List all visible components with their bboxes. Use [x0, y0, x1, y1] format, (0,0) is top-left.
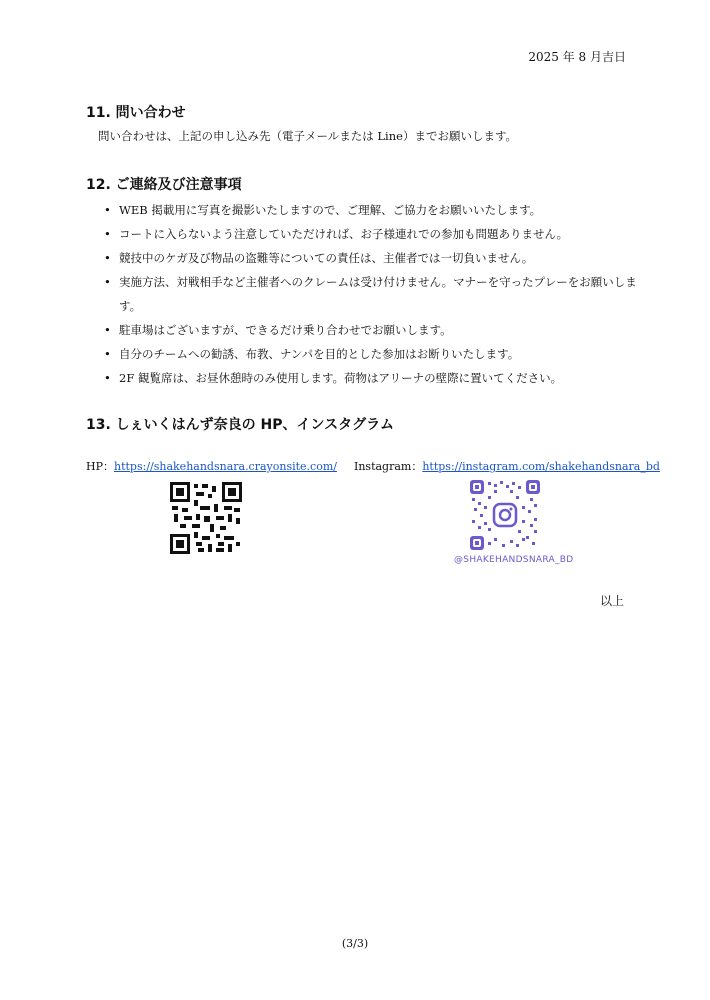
closing-mark: 以上	[599, 594, 624, 608]
page-number: (3/3)	[341, 937, 369, 950]
hp-qr-code-icon	[170, 482, 242, 554]
list-item: • コートに入らないよう注意していただければ、お子様連れでの参加も問題ありません。	[104, 222, 644, 246]
section-11-body: 問い合わせは、上記の申し込み先（電子メールまたは Line）までお願いします。	[98, 129, 518, 143]
bullet-icon: •	[104, 323, 111, 337]
bullet-icon: •	[104, 347, 111, 361]
instagram-link[interactable]: https://instagram.com/shakehandsnara_bd	[422, 460, 660, 473]
instagram-qr-code-icon	[470, 480, 540, 550]
bullet-icon: •	[104, 275, 111, 289]
instagram-link-line	[354, 458, 660, 474]
bullet-icon: •	[104, 251, 111, 265]
instagram-handle: @SHAKEHANDSNARA_BD	[454, 555, 574, 565]
list-item: • 競技中のケガ及び物品の盗難等についての責任は、主催者では一切負いません。	[104, 246, 644, 270]
list-item: • 2F 観覧席は、お昼休憩時のみ使用します。荷物はアリーナの壁際に置いてください。	[104, 366, 644, 390]
list-item: • 駐車場はございますが、できるだけ乗り合わせでお願いします。	[104, 318, 644, 342]
section-13-title: 13. しぇいくはんず奈良の HP、インスタグラム	[86, 417, 394, 433]
bullet-icon: •	[104, 371, 111, 385]
section-11-title: 11. 問い合わせ	[86, 105, 186, 121]
list-item: • 自分のチームへの勧誘、布教、ナンパを目的とした参加はお断りいたします。	[104, 342, 644, 366]
bullet-icon: •	[104, 203, 111, 217]
list-item: • 実施方法、対戦相手など主催者へのクレームは受け付けません。マナーを守ったプレーをお願いします。	[104, 270, 644, 318]
section-12-title: 12. ご連絡及び注意事項	[86, 177, 242, 193]
hp-link-line	[86, 458, 337, 474]
hp-link[interactable]: https://shakehandsnara.crayonsite.com/	[114, 460, 337, 473]
instagram-label: Instagram：	[354, 460, 423, 473]
bullet-icon: •	[104, 227, 111, 241]
hp-label: HP：	[86, 460, 114, 473]
list-item: • WEB 掲載用に写真を撮影いたしますので、ご理解、ご協力をお願いいたします。	[104, 198, 644, 222]
notice-list	[104, 198, 644, 390]
document-date: 2025 年 8 月吉日	[528, 50, 626, 64]
